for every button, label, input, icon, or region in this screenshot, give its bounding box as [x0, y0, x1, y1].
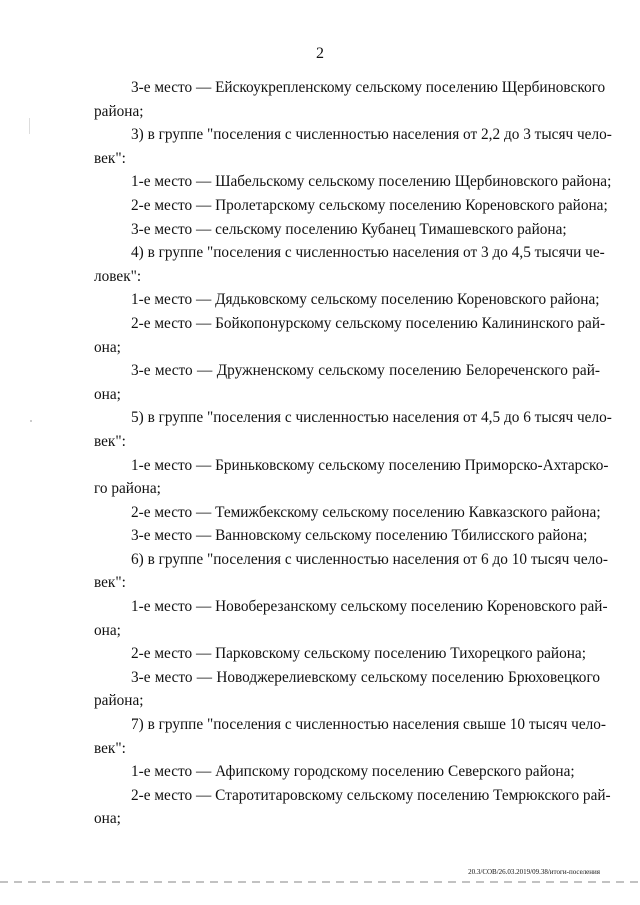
text-line: района; [94, 102, 144, 120]
document-body [94, 76, 612, 831]
scan-artifact [30, 420, 32, 422]
text-line: 6) в группе "поселения с численностью населения от 6 до 10 тысяч чело- [131, 550, 609, 568]
text-line: 1-е место — Дядьковскому сельскому поселению Кореновского района; [131, 291, 600, 309]
text-line: она; [94, 338, 121, 356]
text-line: 1-е место — Бриньковскому сельскому поселению Приморско-Ахтарско- [131, 456, 609, 474]
text-line: век": [94, 574, 126, 592]
text-line: 1-е место — Шабельскому сельскому поселению Щербиновского района; [131, 173, 612, 191]
text-line: век": [94, 432, 126, 450]
text-line: век": [94, 739, 126, 757]
text-line: 1-е место — Новоберезанскому сельскому поселению Кореновского рай- [131, 598, 608, 616]
scan-edge-artifact [0, 881, 640, 883]
text-line: 2-е место — Парковскому сельскому поселению Тихорецкого района; [131, 645, 586, 663]
document-footer-code: 20.3/СОВ/26.03.2019/09.38/итоги-поселения [468, 868, 600, 876]
text-line: она; [94, 621, 121, 639]
text-line: района; [94, 692, 144, 710]
text-line: 2-е место — Бойкопонурскому сельскому поселению Калининского рай- [131, 314, 606, 332]
text-line: 2-е место — Темижбекскому сельскому поселению Кавказского района; [131, 503, 601, 521]
scan-artifact [29, 118, 30, 134]
text-line: 7) в группе "поселения с численностью населения свыше 10 тысяч чело- [131, 716, 607, 734]
page-number: 2 [316, 45, 324, 62]
text-line: 3) в группе "поселения с численностью населения от 2,2 до 3 тысяч чело- [131, 126, 612, 144]
text-line: 2-е место — Старотитаровскому сельскому поселению Темрюкского рай- [131, 786, 611, 804]
text-line: 2-е место — Пролетарскому сельскому поселению Кореновского района; [131, 196, 608, 214]
text-line: 3-е место — Новоджерелиевскому сельскому поселению Брюховецкого [131, 668, 600, 686]
text-line: 5) в группе "поселения с численностью населения от 4,5 до 6 тысяч чело- [131, 409, 612, 427]
text-line: век": [94, 149, 126, 167]
text-line: 4) в группе "поселения с численностью населения от 3 до 4,5 тысячи че- [131, 244, 605, 262]
text-line: 3-е место — Ванновскому сельскому поселению Тбилисского района; [131, 527, 588, 545]
text-line: она; [94, 385, 121, 403]
text-line: го района; [94, 480, 161, 498]
text-line: 3-е место — сельскому поселению Кубанец Тимашевского района; [131, 220, 567, 238]
text-line: 3-е место — Ейскоукрепленскому сельскому поселению Щербиновского [131, 79, 606, 96]
text-line: она; [94, 810, 121, 828]
text-line: ловек": [94, 267, 142, 285]
text-line: 3-е место — Дружненскому сельскому поселению Белореченского рай- [131, 362, 600, 380]
text-line: 1-е место — Афипскому городскому поселению Северского района; [131, 763, 575, 781]
